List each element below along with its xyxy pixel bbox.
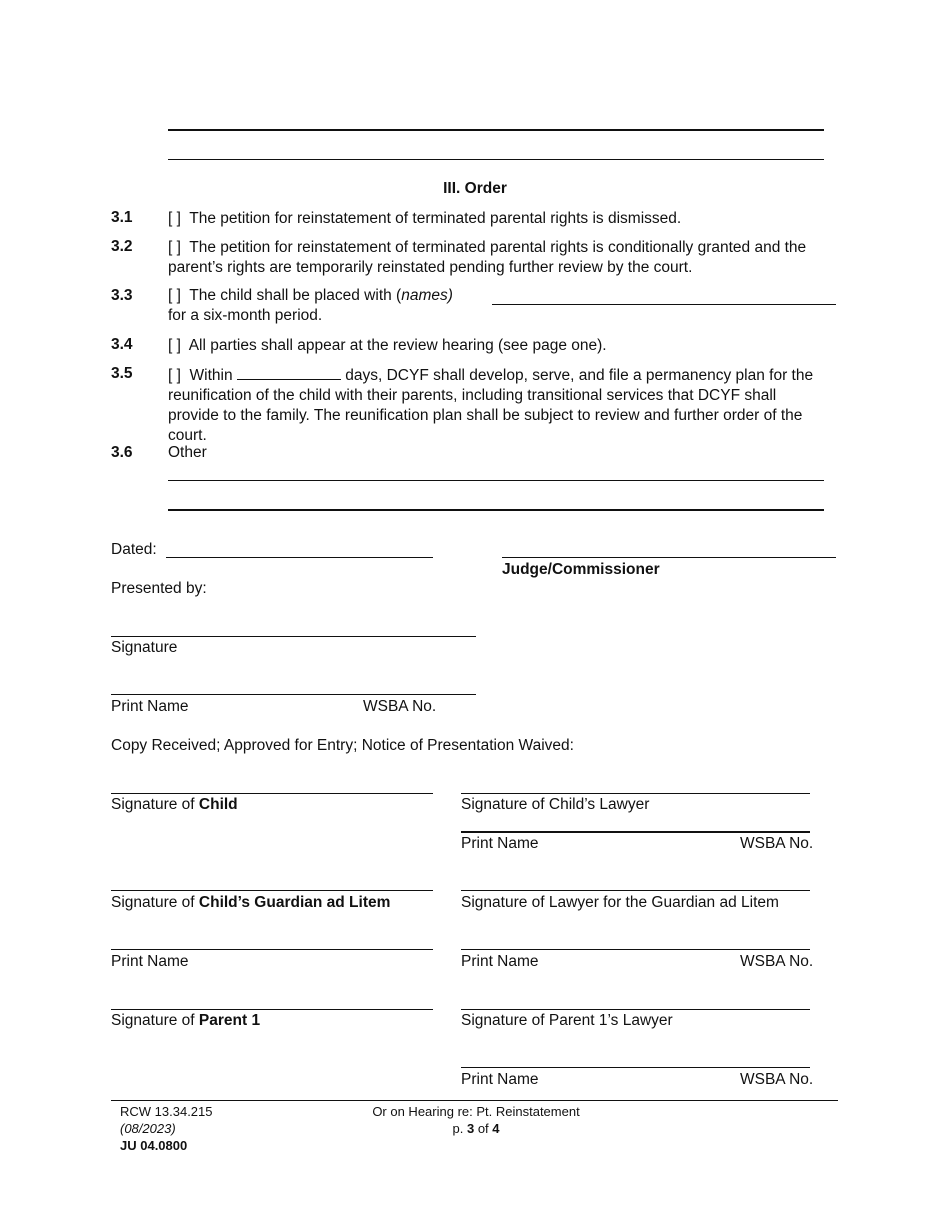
gal-name-line[interactable]	[111, 949, 433, 950]
item-number-3-4: 3.4	[111, 336, 133, 353]
childs-lawyer-wsba: WSBA No.	[740, 835, 814, 852]
parent1-lawyer-name-line[interactable]	[461, 1067, 810, 1068]
childs-lawyer-signature-line[interactable]	[461, 793, 810, 794]
gal-lawyer-print-name: Print Name	[461, 953, 539, 970]
judge-signature-line[interactable]	[502, 557, 836, 558]
judge-label: Judge/Commissioner	[502, 561, 660, 578]
gal-lawyer-wsba: WSBA No.	[740, 953, 814, 970]
copy-received-label: Copy Received; Approved for Entry; Notice of Presentation Waived:	[111, 737, 574, 754]
child-signature-label: Signature of Child	[111, 796, 238, 813]
footer-page: p. 3 of 4	[452, 1121, 500, 1136]
dated-label: Dated:	[111, 541, 157, 558]
gal-signature-line[interactable]	[111, 890, 433, 891]
item-3-1-text: The petition for reinstatement of terminated parental rights is dismissed.	[189, 210, 682, 227]
item-number-3-5: 3.5	[111, 365, 133, 382]
item-3-2	[168, 238, 828, 278]
item-number-3-2: 3.2	[111, 238, 133, 255]
days-field[interactable]	[237, 365, 341, 380]
footer-date: (08/2023)	[120, 1121, 176, 1136]
gal-lawyer-label: Signature of Lawyer for the Guardian ad Litem	[461, 894, 779, 911]
top-rule-1	[168, 129, 824, 131]
item-3-6-text: Other	[168, 444, 207, 461]
item-3-4-text: All parties shall appear at the review hearing (see page one).	[188, 337, 607, 354]
item-3-4	[168, 336, 828, 356]
checkbox-3-5[interactable]: [ ]	[168, 367, 181, 384]
other-line-1[interactable]	[168, 480, 824, 481]
parent1-signature-line[interactable]	[111, 1009, 433, 1010]
other-line-2[interactable]	[168, 509, 824, 511]
item-3-5-text-b: days, DCYF shall develop, serve, and file a permanency plan for the reunification of the child with their parents, including transitional services that DCYF shall provide to the family. The reunification plan shall be subject to review and further order of the court.	[168, 367, 814, 444]
gal-lawyer-name-line[interactable]	[461, 949, 810, 950]
checkbox-3-3[interactable]: [ ]	[168, 287, 181, 304]
parent1-lawyer-label: Signature of Parent 1’s Lawyer	[461, 1012, 673, 1029]
signature-label: Signature	[111, 639, 178, 656]
item-3-5-text-a: Within	[189, 367, 233, 384]
print-name-label: Print Name	[111, 698, 189, 715]
item-3-3-names: names)	[401, 287, 453, 304]
footer-form-number: JU 04.0800	[120, 1138, 188, 1153]
childs-lawyer-label: Signature of Child’s Lawyer	[461, 796, 650, 813]
wsba-label: WSBA No.	[363, 698, 437, 715]
footer-title: Or on Hearing re: Pt. Reinstatement	[372, 1104, 580, 1119]
presenter-signature-line[interactable]	[111, 636, 476, 637]
parent1-lawyer-print-name: Print Name	[461, 1071, 539, 1088]
item-number-3-1: 3.1	[111, 209, 133, 226]
presenter-name-line[interactable]	[111, 694, 476, 695]
item-number-3-3: 3.3	[111, 287, 133, 304]
footer-rcw: RCW 13.34.215	[120, 1104, 213, 1119]
checkbox-3-4[interactable]: [ ]	[168, 337, 181, 354]
item-3-5	[168, 365, 830, 446]
gal-print-name: Print Name	[111, 953, 189, 970]
childs-lawyer-print-name: Print Name	[461, 835, 539, 852]
placement-names-field[interactable]	[492, 304, 836, 305]
dated-field[interactable]	[166, 557, 433, 558]
checkbox-3-1[interactable]: [ ]	[168, 210, 181, 227]
parent1-lawyer-signature-line[interactable]	[461, 1009, 810, 1010]
item-3-1	[168, 209, 828, 229]
childs-lawyer-name-line[interactable]	[461, 831, 810, 833]
item-number-3-6: 3.6	[111, 444, 133, 461]
parent1-signature-label: Signature of Parent 1	[111, 1012, 261, 1029]
presented-by-label: Presented by:	[111, 580, 207, 597]
item-3-3-line1	[168, 287, 453, 305]
checkbox-3-2[interactable]: [ ]	[168, 239, 181, 256]
item-3-2-text: The petition for reinstatement of terminated parental rights is conditionally granted and the parent’s rights are temporarily reinstated pending further review by the court.	[168, 239, 807, 276]
parent1-lawyer-wsba: WSBA No.	[740, 1071, 814, 1088]
gal-signature-label: Signature of Child’s Guardian ad Litem	[111, 894, 391, 911]
gal-lawyer-signature-line[interactable]	[461, 890, 810, 891]
footer-rule	[111, 1100, 838, 1101]
section-title: III. Order	[443, 180, 507, 197]
child-signature-line[interactable]	[111, 793, 433, 794]
item-3-3-text-a: The child shall be placed with (	[189, 287, 402, 304]
item-3-3-text-b: for a six-month period.	[168, 307, 323, 324]
top-rule-2	[168, 159, 824, 160]
